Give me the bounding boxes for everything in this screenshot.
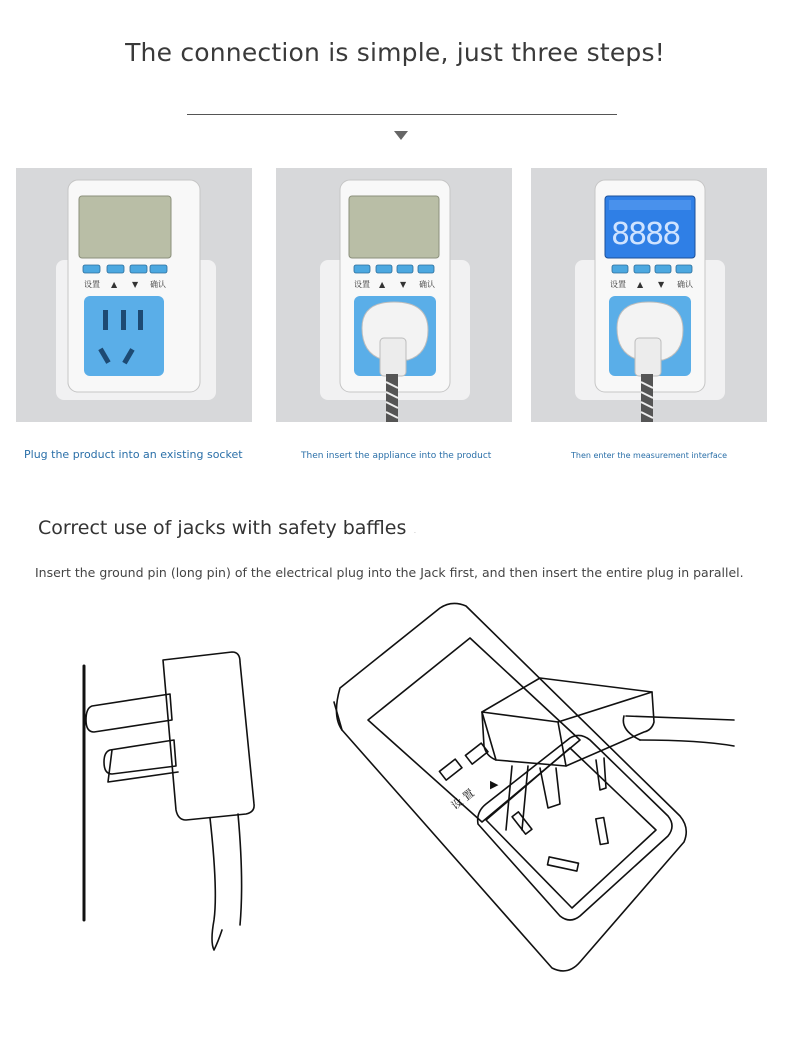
step-3-image	[531, 168, 767, 422]
btn-label-set: 设置	[84, 280, 100, 289]
socket-device	[336, 603, 686, 970]
svg-text:▼: ▼	[658, 280, 665, 289]
btn-label-ok: 确认	[150, 280, 166, 289]
svg-text:设置: 设置	[354, 280, 370, 289]
side-plug	[163, 652, 254, 820]
plug-insertion-diagram	[0, 590, 790, 990]
page-headline: The connection is simple, just three steps!	[125, 38, 665, 67]
step-1-caption: Plug the product into an existing socket	[24, 448, 243, 461]
socket-face	[84, 296, 164, 376]
lcd-digits: 8888	[611, 217, 680, 252]
top-plug	[482, 678, 654, 766]
diagram-arrow-glyph: ▶	[490, 778, 499, 791]
btn-label-up: ▲	[111, 280, 118, 289]
step-3-caption: Then enter the measurement interface	[571, 451, 728, 460]
divider-line	[187, 114, 617, 115]
svg-text:▲: ▲	[637, 280, 644, 289]
btn-label-down: ▼	[132, 280, 139, 289]
lcd-screen	[79, 196, 171, 258]
diagram-button-label: 设 置	[448, 786, 477, 813]
svg-text:设置: 设置	[610, 280, 626, 289]
svg-text:▲: ▲	[379, 280, 386, 289]
svg-text:确认: 确认	[419, 280, 435, 289]
down-triangle-icon	[394, 131, 408, 140]
section-title: Correct use of jacks with safety baffles	[38, 517, 407, 539]
step-2-image	[276, 168, 512, 422]
step-1-image	[16, 168, 252, 422]
section-instruction: Insert the ground pin (long pin) of the electrical plug into the Jack first, and then insert the entire plug in parallel.	[35, 565, 744, 580]
decorative-dot: .	[414, 528, 416, 535]
step-2-caption: Then insert the appliance into the product	[301, 451, 492, 461]
svg-text:确认: 确认	[677, 280, 693, 289]
lcd-screen	[349, 196, 439, 258]
svg-text:▼: ▼	[400, 280, 407, 289]
